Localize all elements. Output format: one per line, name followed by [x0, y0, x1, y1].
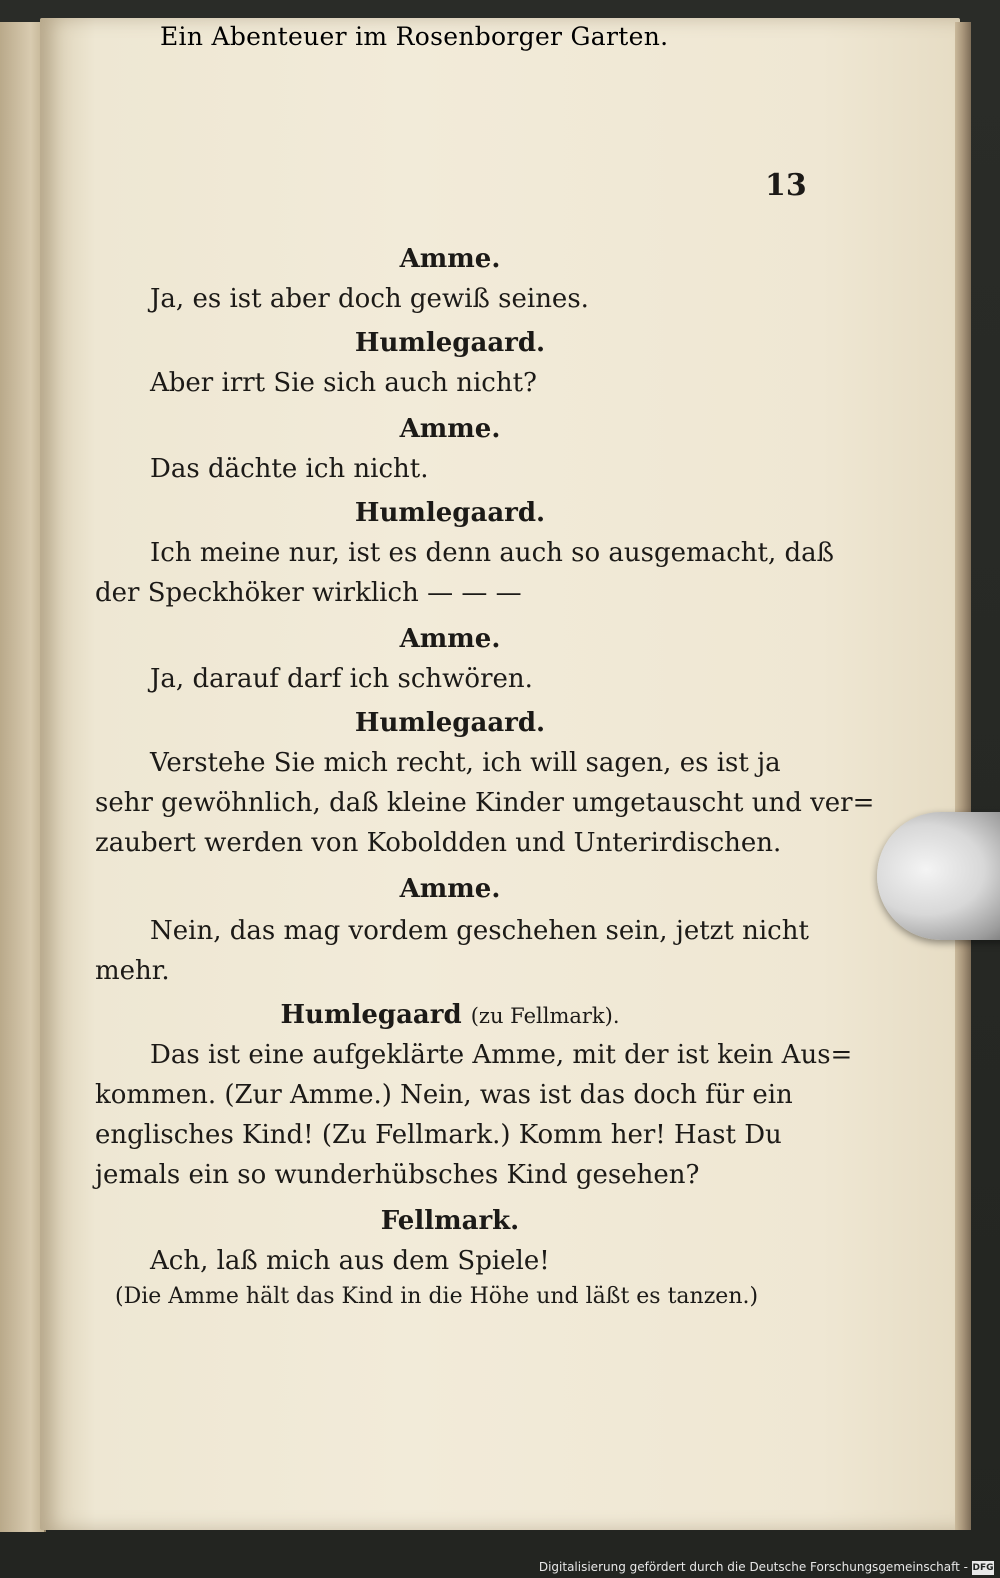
magnifier-tool [877, 812, 1000, 940]
text-line: zaubert werden von Koboldden und Unterirdischen. [95, 828, 782, 858]
text-line: sehr gewöhnlich, daß kleine Kinder umgetauscht und ver= [95, 788, 875, 818]
text-line: Ja, es ist aber doch gewiß seines. [150, 284, 589, 314]
text-line: englisches Kind! (Zu Fellmark.) Komm her! Hast Du [95, 1120, 782, 1150]
speaker-fellmark: Fellmark. [380, 1206, 520, 1236]
digitization-credit: Digitalisierung gefördert durch die Deutsche Forschungsgemeinschaft - [538, 1560, 968, 1574]
text-line: Aber irrt Sie sich auch nicht? [150, 368, 537, 398]
speaker-note: (zu Fellmark). [470, 1004, 620, 1028]
speaker-amme: Amme. [399, 414, 501, 444]
text-line: jemals ein so wunderhübsches Kind gesehen? [95, 1160, 700, 1190]
text-line: Ja, darauf darf ich schwören. [150, 664, 533, 694]
text-line: kommen. (Zur Amme.) Nein, was ist das doch für ein [95, 1080, 793, 1110]
text-line: Das ist eine aufgeklärte Amme, mit der ist kein Aus= [150, 1040, 853, 1070]
dfg-logo: DFG [972, 1563, 994, 1573]
stage-direction: (Die Amme hält das Kind in die Höhe und läßt es tanzen.) [115, 1284, 759, 1309]
text-line: Nein, das mag vordem geschehen sein, jetzt nicht [150, 916, 809, 946]
speaker-amme: Amme. [399, 874, 501, 904]
speaker-humlegaard: Humlegaard. [354, 708, 546, 738]
speaker-name: Humlegaard [280, 1000, 462, 1030]
text-line: Ach, laß mich aus dem Spiele! [150, 1246, 550, 1276]
speaker-humlegaard: Humlegaard. [354, 328, 546, 358]
speaker-amme: Amme. [399, 244, 501, 274]
text-line: der Speckhöker wirklich — — — [95, 578, 522, 608]
text-line: Ich meine nur, ist es denn auch so ausgemacht, daß [150, 538, 834, 568]
text-line: mehr. [95, 956, 170, 986]
page-number: 13 [765, 168, 807, 203]
speaker-humlegaard [95, 998, 805, 1033]
text-line: Das dächte ich nicht. [150, 454, 429, 484]
page-body [95, 150, 875, 1330]
running-header [160, 22, 805, 62]
text-line: Verstehe Sie mich recht, ich will sagen, es ist ja [150, 748, 781, 778]
running-title: Ein Abenteuer im Rosenborger Garten. [160, 22, 669, 51]
page-block-edge [955, 22, 971, 1530]
speaker-humlegaard: Humlegaard. [354, 498, 546, 528]
speaker-amme: Amme. [399, 624, 501, 654]
